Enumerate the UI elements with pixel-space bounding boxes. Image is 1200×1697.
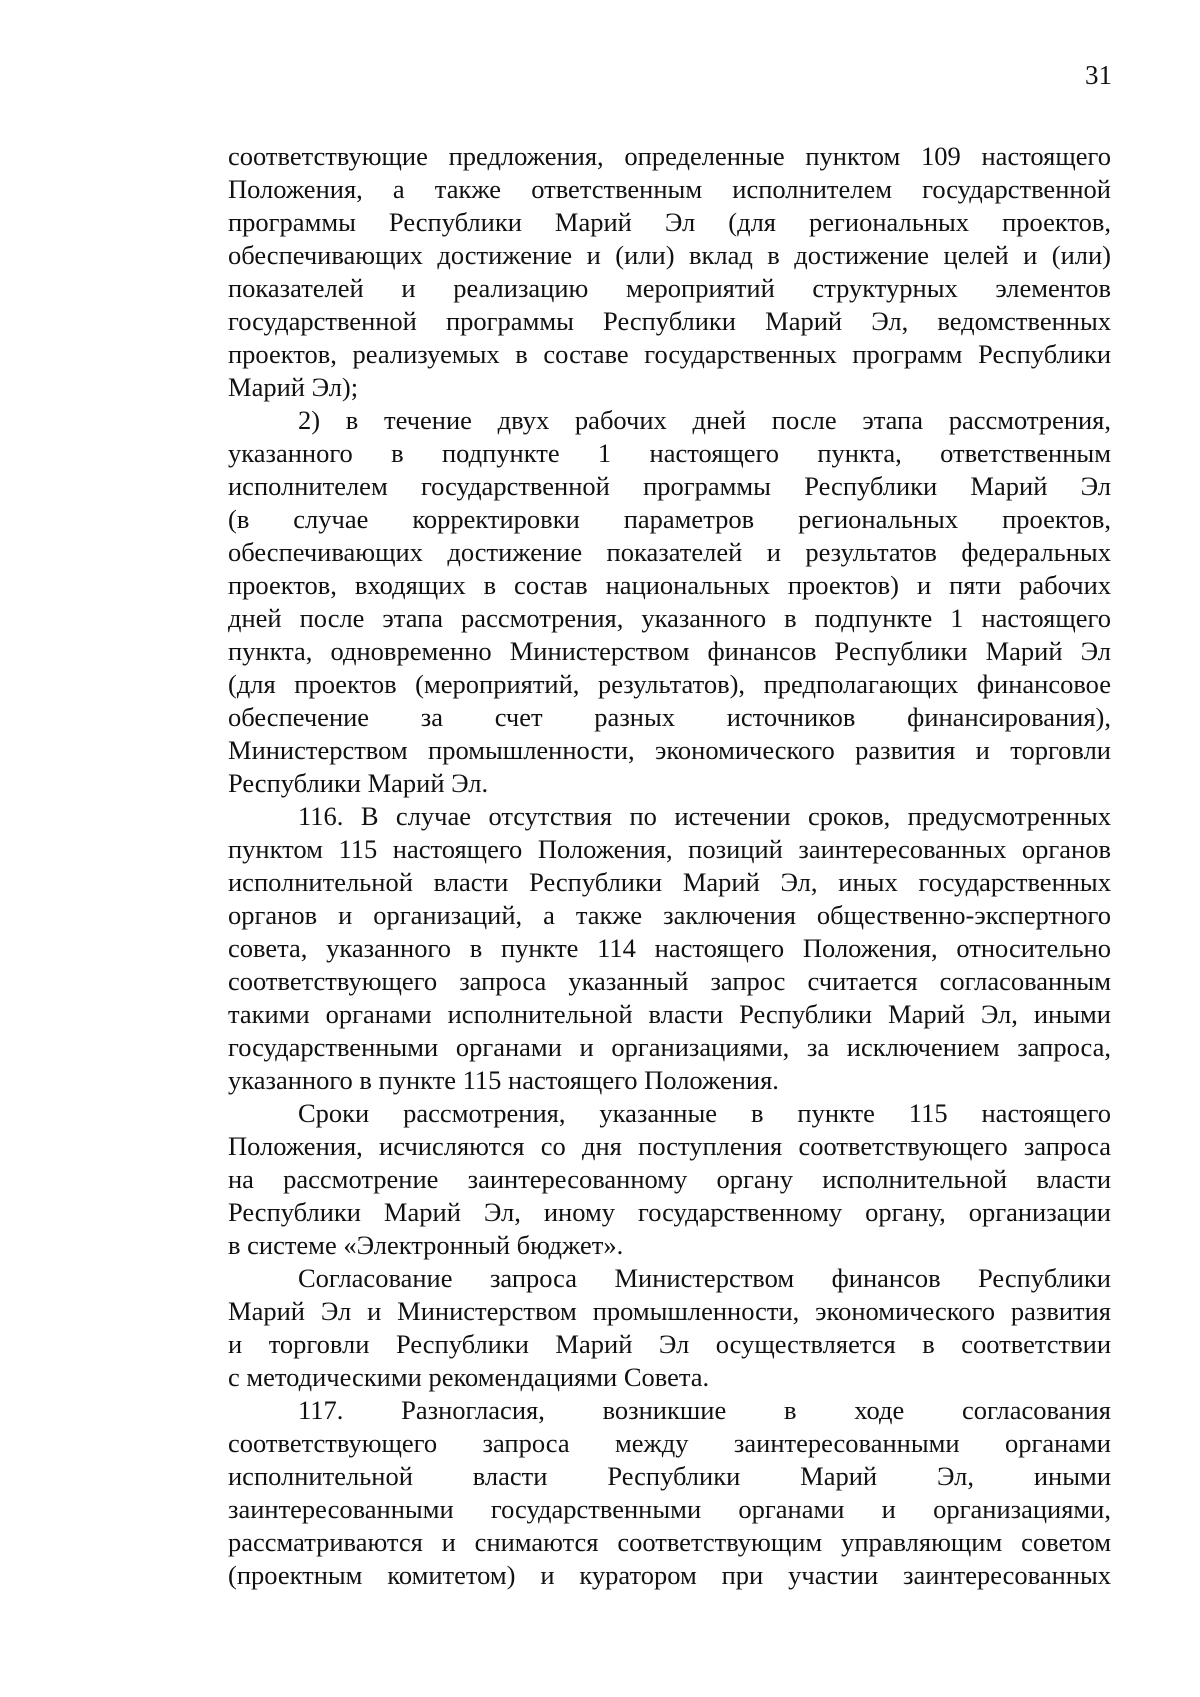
text-line: обеспечивающих достижение показателей и результатов федеральных (228, 537, 1111, 567)
text-line: Марий Эл и Министерством промышленности, экономического развития (228, 1296, 1111, 1326)
text-line: 117. Разногласия, возникшие в ходе согласования (298, 1395, 1111, 1425)
text-line: соответствующего запроса между заинтересованными органами (228, 1428, 1111, 1458)
text-line: дней после этапа рассмотрения, указанного в подпункте 1 настоящего (228, 603, 1111, 633)
text-line: Республики Марий Эл. (228, 768, 489, 798)
text-line: такими органами исполнительной власти Республики Марий Эл, иными (228, 999, 1111, 1029)
text-line: органов и организаций, а также заключения общественно-экспертного (228, 900, 1111, 930)
text-line: Министерством промышленности, экономического развития и торговли (228, 735, 1111, 765)
text-line: заинтересованными государственными органами и организациями, (228, 1494, 1111, 1524)
text-line: Согласование запроса Министерством финансов Республики (298, 1263, 1111, 1293)
text-line: совета, указанного в пункте 114 настоящего Положения, относительно (228, 933, 1111, 963)
text-line: рассматриваются и снимаются соответствующим управляющим советом (228, 1527, 1111, 1557)
text-line: обеспечивающих достижение и (или) вклад в достижение целей и (или) (228, 240, 1111, 270)
text-line: (проектным комитетом) и куратором при участии заинтересованных (228, 1560, 1111, 1590)
text-line: в системе «Электронный бюджет». (228, 1230, 624, 1260)
text-line: проектов, входящих в состав национальных проектов) и пяти рабочих (228, 570, 1111, 600)
text-line: 2) в течение двух рабочих дней после этапа рассмотрения, (298, 405, 1111, 435)
text-line: Республики Марий Эл, иному государственному органу, организации (228, 1197, 1111, 1227)
text-line: показателей и реализацию мероприятий структурных элементов (228, 273, 1111, 303)
text-line: пунктом 115 настоящего Положения, позиций заинтересованных органов (228, 834, 1111, 864)
text-line: указанного в подпункте 1 настоящего пункта, ответственным (228, 438, 1111, 468)
page-number: 31 (1085, 60, 1112, 90)
text-line: 116. В случае отсутствия по истечении сроков, предусмотренных (298, 801, 1111, 831)
text-line: Положения, исчисляются со дня поступления соответствующего запроса (228, 1131, 1111, 1161)
text-line: на рассмотрение заинтересованному органу исполнительной власти (228, 1164, 1111, 1194)
text-line: соответствующие предложения, определенные пунктом 109 настоящего (228, 141, 1111, 171)
text-line: соответствующего запроса указанный запрос считается согласованным (228, 966, 1111, 996)
text-line: исполнителем государственной программы Республики Марий Эл (228, 471, 1111, 501)
text-line: и торговли Республики Марий Эл осуществляется в соответствии (228, 1329, 1111, 1359)
text-line: с методическими рекомендациями Совета. (228, 1362, 710, 1392)
text-line: Сроки рассмотрения, указанные в пункте 115 настоящего (298, 1098, 1111, 1128)
text-line: исполнительной власти Республики Марий Эл, иными (228, 1461, 1111, 1491)
text-line: обеспечение за счет разных источников финансирования), (228, 702, 1111, 732)
text-line: исполнительной власти Республики Марий Эл, иных государственных (228, 867, 1111, 897)
text-line: государственными органами и организациями, за исключением запроса, (228, 1032, 1111, 1062)
text-line: (в случае корректировки параметров региональных проектов, (228, 504, 1111, 534)
text-line: программы Республики Марий Эл (для региональных проектов, (228, 207, 1111, 237)
text-line: Положения, а также ответственным исполнителем государственной (228, 174, 1111, 204)
text-line: (для проектов (мероприятий, результатов), предполагающих финансовое (228, 669, 1111, 699)
text-line: Марий Эл); (228, 372, 359, 402)
text-line: пункта, одновременно Министерством финансов Республики Марий Эл (228, 636, 1111, 666)
document-body (228, 140, 1111, 1592)
text-line: государственной программы Республики Марий Эл, ведомственных (228, 306, 1111, 336)
text-line: проектов, реализуемых в составе государственных программ Республики (228, 339, 1111, 369)
text-line: указанного в пункте 115 настоящего Положения. (228, 1065, 779, 1095)
